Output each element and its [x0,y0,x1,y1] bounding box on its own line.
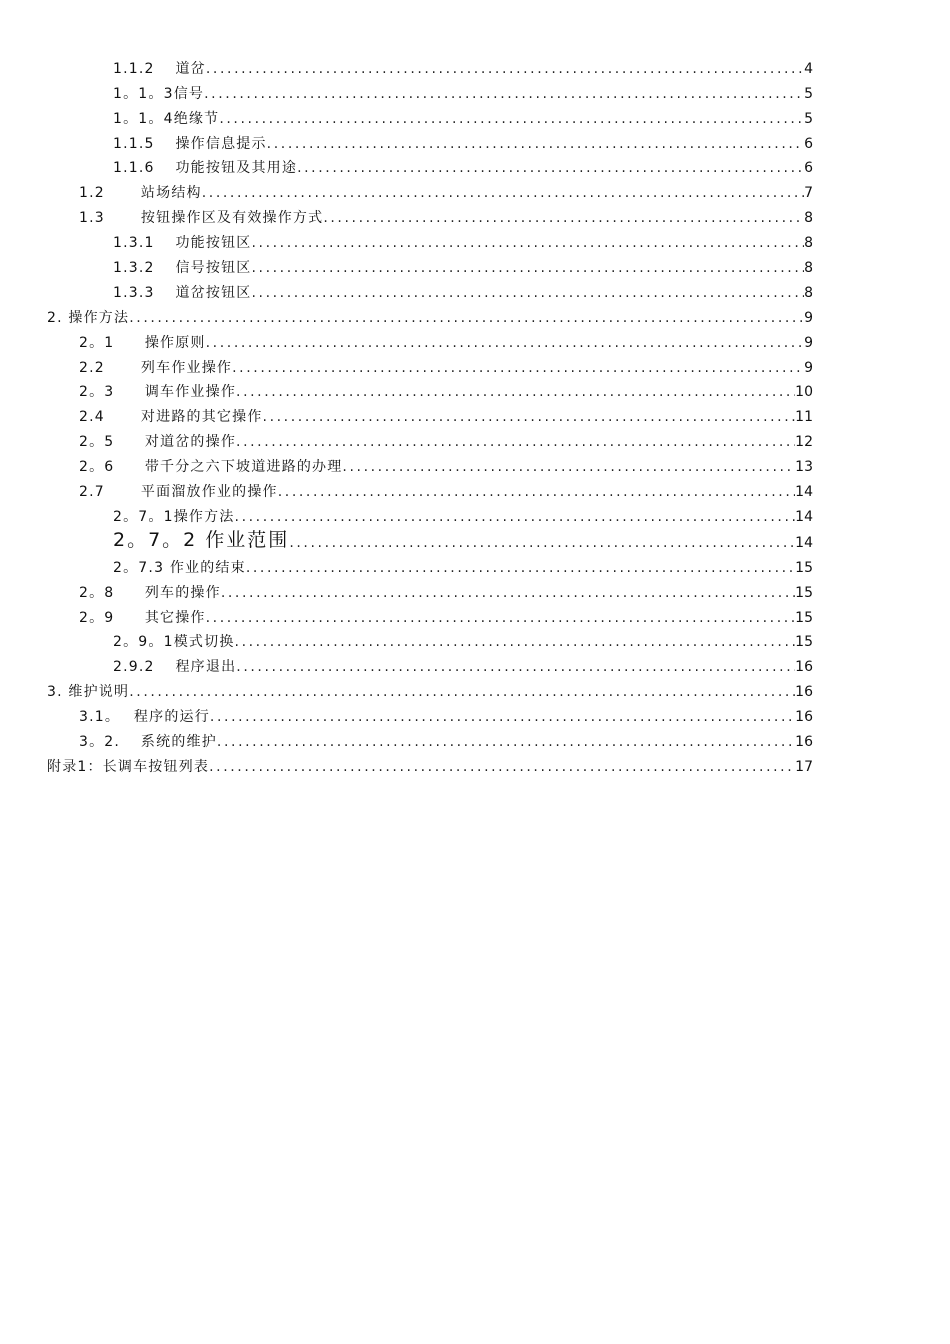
toc-entry[interactable] [0,377,950,402]
toc-entry-title: 2。7。2 作业范围 [113,528,290,551]
toc-entry-page-number: 13 [795,459,813,476]
toc-entry-title: 1.3.1 功能按钮区 [113,235,252,252]
toc-dot-leader [206,611,796,627]
toc-entry-title: 2。6 带千分之六下坡道进路的办理 [79,459,343,476]
toc-dot-leader [267,137,804,153]
toc-entry-page-number: 15 [795,634,813,651]
toc-entry-page-number: 9 [804,359,813,376]
toc-entry[interactable] [0,751,950,776]
toc-dot-leader [129,685,795,701]
toc-entry-page-number: 9 [804,334,813,351]
toc-dot-leader [236,660,795,676]
toc-entry[interactable] [0,78,950,103]
toc-entry-page-number: 8 [804,235,813,252]
toc-entry[interactable] [0,128,950,153]
table-of-contents [0,53,950,776]
toc-entry[interactable] [0,53,950,78]
toc-entry[interactable] [0,676,950,701]
toc-entry[interactable] [0,526,950,552]
toc-entry[interactable] [0,177,950,202]
toc-entry-title: 附录1：长调车按钮列表 [47,758,210,775]
toc-entry-page-number: 9 [804,309,813,326]
toc-entry-page-number: 6 [804,160,813,177]
toc-dot-leader [236,385,795,401]
toc-dot-leader [217,735,795,751]
toc-entry[interactable] [0,552,950,577]
toc-dot-leader [235,510,796,526]
toc-entry-page-number: 6 [804,135,813,152]
toc-entry-page-number: 16 [795,734,813,751]
toc-entry-page-number: 11 [795,409,813,426]
toc-entry-page-number: 14 [795,508,813,525]
toc-entry[interactable] [0,352,950,377]
toc-entry-page-number: 12 [795,434,813,451]
toc-entry[interactable] [0,426,950,451]
toc-entry[interactable] [0,252,950,277]
toc-entry-title: 1.1.2 道岔 [113,60,206,77]
toc-entry[interactable] [0,401,950,426]
toc-dot-leader [297,161,804,177]
toc-dot-leader [221,586,795,602]
toc-entry[interactable] [0,302,950,327]
toc-entry-title: 2。7。1操作方法 [113,508,235,525]
toc-dot-leader [263,410,796,426]
toc-dot-leader [204,87,804,103]
toc-dot-leader [235,635,796,651]
toc-entry-page-number: 16 [795,709,813,726]
toc-dot-leader [129,311,804,327]
toc-entry[interactable] [0,227,950,252]
toc-entry-page-number: 7 [804,185,813,202]
toc-entry-title: 2。9。1模式切换 [113,634,235,651]
toc-entry-title: 3. 维护说明 [47,684,130,701]
toc-entry-page-number: 4 [804,60,813,77]
toc-dot-leader [323,211,804,227]
toc-dot-leader [219,112,804,128]
toc-dot-leader [342,460,795,476]
toc-entry[interactable] [0,701,950,726]
toc-entry-page-number: 14 [795,534,813,551]
toc-entry[interactable] [0,451,950,476]
toc-entry-title: 2。9 其它操作 [79,609,206,626]
toc-entry[interactable] [0,476,950,501]
toc-entry-title: 1.3 按钮操作区及有效操作方式 [79,210,324,227]
toc-entry[interactable] [0,103,950,128]
toc-entry-title: 2。1 操作原则 [79,334,206,351]
toc-entry-page-number: 8 [804,260,813,277]
toc-entry-page-number: 15 [795,609,813,626]
toc-dot-leader [251,261,804,277]
toc-dot-leader [206,336,804,352]
toc-entry[interactable] [0,501,950,526]
toc-entry-title: 1.2 站场结构 [79,185,202,202]
toc-dot-leader [251,286,804,302]
toc-entry-title: 2. 操作方法 [47,309,130,326]
toc-entry-page-number: 15 [795,584,813,601]
toc-entry[interactable] [0,153,950,178]
toc-entry-page-number: 14 [795,484,813,501]
toc-dot-leader [206,62,804,78]
toc-dot-leader [232,361,804,377]
toc-dot-leader [278,485,795,501]
toc-entry[interactable] [0,577,950,602]
toc-entry-title: 1。1。4绝缘节 [113,110,220,127]
toc-dot-leader [246,561,795,577]
toc-entry-title: 3.1。 程序的运行 [79,709,210,726]
toc-entry[interactable] [0,602,950,627]
toc-entry-title: 1。1。3信号 [113,85,205,102]
toc-entry[interactable] [0,202,950,227]
toc-entry[interactable] [0,651,950,676]
toc-entry[interactable] [0,327,950,352]
toc-dot-leader [251,236,804,252]
toc-entry[interactable] [0,277,950,302]
toc-dot-leader [210,710,795,726]
toc-dot-leader [209,760,795,776]
toc-entry-title: 1.3.3 道岔按钮区 [113,284,252,301]
toc-entry-title: 2。5 对道岔的操作 [79,434,237,451]
toc-entry-title: 2.4 对进路的其它操作 [79,409,263,426]
toc-entry-page-number: 17 [795,758,813,775]
toc-entry[interactable] [0,627,950,652]
toc-entry-page-number: 8 [804,284,813,301]
toc-entry-title: 2。7.3 作业的结束 [113,559,246,576]
toc-entry-page-number: 16 [795,684,813,701]
toc-entry[interactable] [0,726,950,751]
toc-entry-title: 2.9.2 程序退出 [113,659,237,676]
toc-entry-title: 1.3.2 信号按钮区 [113,260,252,277]
toc-entry-page-number: 8 [804,210,813,227]
toc-entry-page-number: 16 [795,659,813,676]
toc-entry-title: 1.1.6 功能按钮及其用途 [113,160,298,177]
toc-entry-title: 2.2 列车作业操作 [79,359,233,376]
toc-entry-page-number: 5 [804,110,813,127]
toc-entry-title: 3。2. 系统的维护 [79,734,217,751]
toc-dot-leader [289,536,795,552]
toc-entry-page-number: 15 [795,559,813,576]
toc-entry-page-number: 10 [795,384,813,401]
toc-entry-title: 1.1.5 操作信息提示 [113,135,267,152]
toc-dot-leader [236,435,795,451]
toc-dot-leader [202,186,804,202]
toc-entry-title: 2.7 平面溜放作业的操作 [79,484,278,501]
toc-entry-page-number: 5 [804,85,813,102]
toc-entry-title: 2。8 列车的操作 [79,584,221,601]
toc-entry-title: 2。3 调车作业操作 [79,384,237,401]
